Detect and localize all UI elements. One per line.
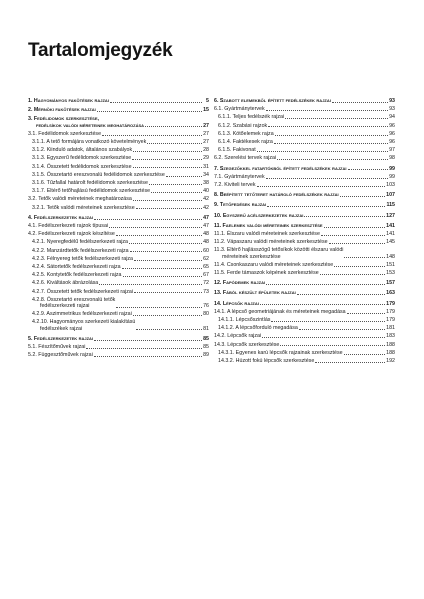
toc-entry-label [32,297,115,309]
toc-entry-label: 1. Hagyományos fakötések rajzai [28,98,109,104]
toc-leader-dots [347,313,386,314]
toc-entry-label: 6.2. Szerelési tervek rajzai [214,155,277,162]
toc-entry-label: 3.2.1. Tetők valódi méreteinek szerkesztése [32,204,135,211]
toc-entry[interactable] [214,231,395,237]
toc-entry-label: 4.2.1. Nyeregfedélű fedélszerkezeti rajza [32,239,128,246]
toc-leader-dots [122,268,202,269]
toc-leader-dots [149,184,202,185]
toc-leader-dots [97,111,202,112]
toc-entry[interactable] [28,180,209,186]
toc-entry[interactable] [214,223,395,229]
toc-entry[interactable] [28,272,209,278]
toc-page-number: 153 [386,270,395,277]
toc-leader-dots [266,284,385,285]
toc-page-number: 28 [203,147,209,154]
toc-page-number: 29 [203,155,209,162]
toc-leader-dots [109,227,202,228]
toc-leader-dots [123,276,202,277]
toc-page-number: 141 [386,231,395,238]
toc-entry-label: 6.1.2. Szabási rajzok [218,122,268,129]
toc-entry[interactable] [28,164,209,170]
toc-leader-dots [274,143,388,144]
toc-entry-label: 11.2. Vápaszaru valódi méreteinek szerkesztése [214,239,328,246]
toc-entry-label: 6.1.4. Faktékesek rajza [218,139,273,146]
toc-page-number: 67 [203,272,209,279]
toc-entry[interactable] [214,114,395,120]
toc-page-number: 179 [386,300,395,307]
toc-entry[interactable] [28,264,209,270]
toc-entry-label: 14.3.2. Húzott fokú lépcsők szerkesztése [218,358,315,365]
toc-entry-label: 8. Beépített tetőteret határoló fedélszékek rajzai [214,192,339,199]
toc-entry-label: 4.2.4. Sátortetők fedélszerkezeti rajza [32,264,121,271]
toc-page-number: 34 [203,171,209,178]
toc-entry[interactable] [28,289,209,295]
toc-leader-dots [299,329,385,330]
toc-entry-label: 11.5. Ferde támaszok képének szerkesztése [214,270,319,277]
toc-entry-label: 14.1.1. Lépcsőszintlás [218,317,271,324]
toc-entry-label-line1: 11.3. Eltérő hajlásszögű tetősíkok közötti élszaru valódi [214,247,344,254]
toc-entry-label: 13. Fából készült épületek rajzai [214,290,296,297]
toc-entry[interactable] [28,188,209,194]
toc-leader-dots [133,167,202,168]
toc-leader-dots [266,110,388,111]
toc-leader-dots [340,196,386,197]
toc-page-number: 48 [203,239,209,246]
toc-page-number: 85 [203,344,209,351]
toc-entry-label: 14.3. Lépcsők szerkesztése [214,341,280,348]
toc-entry-label-line1: 4.2.10. Hagyományos szerkezeti kialakítású [32,319,136,326]
toc-entry-label: 6.1.3. Kötőelemek rajza [218,130,274,137]
toc-entry[interactable] [28,155,209,161]
toc-entry-label: 10. Egyszerű acélszerkezetek rajzai [214,212,304,219]
toc-entry[interactable] [214,166,395,172]
toc-entry-label: 4.2.2. Manzárdtetők fedélszerkezeti rajza [32,247,129,254]
toc-leader-dots [136,208,202,209]
toc-entry[interactable] [28,215,209,221]
toc-leader-dots [321,235,385,236]
toc-leader-dots [271,321,385,322]
toc-leader-dots [275,135,388,136]
toc-entry[interactable] [214,106,395,112]
toc-leader-dots [94,340,202,341]
toc-leader-dots [86,348,202,349]
toc-leader-dots [320,274,385,275]
toc-leader-dots [348,169,389,170]
toc-leader-dots [145,126,202,127]
toc-leader-dots [132,159,202,160]
toc-leader-dots [147,143,202,144]
toc-leader-dots [260,304,385,305]
toc-page-number: 27 [203,139,209,146]
toc-entry[interactable] [214,182,395,188]
toc-leader-dots [344,257,385,258]
toc-leader-dots [280,345,385,346]
toc-entry[interactable] [214,247,395,259]
toc-entry-label: 7.2. Kiviteli tervek [214,182,256,189]
toc-entry-label [214,247,343,259]
toc-entry[interactable] [214,147,395,153]
toc-entry[interactable] [214,301,395,307]
toc-entry-label: 6.1. Gyártmánytervek [214,106,265,113]
toc-entry-label: 7.1. Gyártmánytervek [214,173,265,180]
toc-page-number: 151 [386,261,395,268]
toc-page-number: 96 [389,122,395,129]
toc-entry-label: 2. Mérnöki fakötések rajzai [28,107,96,114]
toc-entry-label: 11.4. Csonkaszaru valódi méreteinek szerkesztése [214,261,334,268]
toc-leader-dots [133,200,202,201]
toc-entry-label [28,116,144,128]
toc-page-number: 60 [203,247,209,254]
toc-entry-label: 4.2. Fedélszerkezeti rajzok készítése [28,231,115,238]
toc-entry-label: 6. Szabott elemekből épített fedélszékek rajzai [214,98,331,104]
toc-leader-dots [134,292,202,293]
toc-page-number: 179 [386,317,395,324]
toc-leader-dots [267,206,385,207]
toc-entry[interactable] [214,213,395,219]
toc-page-number: 188 [386,349,395,356]
toc-page-number: 107 [386,192,395,199]
toc-entry-label [32,319,135,331]
toc-page-number: 47 [203,223,209,230]
toc-entry[interactable] [28,107,209,113]
toc-entry[interactable] [214,155,395,161]
toc-entry[interactable] [28,248,209,254]
toc-page-number: 27 [203,130,209,137]
toc-page-number: 99 [389,173,395,180]
toc-entry-label: 3.1. Fedélidomok szerkesztése [28,130,102,137]
toc-entry-label: 4.2.5. Kontytetők fedélszerkezeti rajza [32,272,122,279]
page-title: Tartalomjegyzék [28,40,173,61]
toc-entry[interactable] [214,333,395,339]
toc-leader-dots [129,243,202,244]
toc-page-number: 72 [203,280,209,287]
toc-entry-label: 4.2.3. Félnyereg tetők fedélszerkezeti rajza [32,255,133,262]
toc-leader-dots [332,102,388,103]
toc-leader-dots [133,315,202,316]
toc-page-number: 31 [203,163,209,170]
toc-page-number: 65 [203,264,209,271]
toc-leader-dots [151,192,202,193]
toc-page-number: 81 [203,325,209,332]
toc-entry-label: 3.1.2. Kiinduló adatok, általános szabályok [32,147,133,154]
toc-leader-dots [110,102,202,103]
toc-entry-label-line1: 4.2.8. Összetartó ereszvonalú tetők [32,296,116,303]
toc-entry[interactable] [214,325,395,331]
toc-page-number: 192 [386,358,395,365]
toc-leader-dots [277,159,388,160]
toc-entry-label-line2: fedélszékek rajzai [40,325,83,332]
toc-leader-dots [134,260,202,261]
toc-entry[interactable] [214,270,395,276]
toc-leader-dots [116,235,202,236]
toc-entry-label-line2: fedélszerkezeti rajzai [40,303,90,310]
toc-entry[interactable] [28,223,209,229]
toc-right-column [214,98,395,364]
toc-entry[interactable] [214,202,395,208]
toc-leader-dots [130,251,202,252]
toc-page-number: 5 [206,98,209,104]
toc-page-number: 27 [203,122,209,129]
toc-page-number: 62 [203,255,209,262]
toc-leader-dots [94,356,202,357]
toc-entry-label-line1: 3. Fedélidomok szerkesztése, [28,116,99,123]
toc-leader-dots [166,176,202,177]
toc-page-number: 96 [389,139,395,146]
toc-entry-label: 5.1. Fészítőművek rajzai [28,344,86,351]
toc-page-number: 157 [386,280,395,287]
toc-page-number: 97 [389,147,395,154]
toc-entry-label: 4.2.9. Aszimmetrikus fedélszerkezeti rajzai [32,311,132,318]
toc-page-number: 163 [386,290,395,297]
toc-page-number: 145 [386,239,395,246]
toc-page-number: 141 [386,222,395,229]
toc-page-number: 93 [389,106,395,113]
toc-entry[interactable] [214,290,395,296]
toc-page-number: 76 [203,303,209,310]
toc-entry[interactable] [214,131,395,137]
toc-entry[interactable] [214,174,395,180]
toc-entry[interactable] [214,342,395,348]
toc-leader-dots [266,178,388,179]
toc-leader-dots [102,135,202,136]
toc-entry-label: 6.1.1. Teljes fedélszék rajzai [218,114,285,121]
toc-entry[interactable] [28,116,209,128]
toc-page-number: 183 [386,333,395,340]
toc-entry[interactable] [214,262,395,268]
toc-entry[interactable] [214,350,395,356]
toc-entry-label: 12. Fapódemek rajzai [214,280,266,287]
toc-leader-dots [99,284,202,285]
toc-page-number: 148 [386,253,395,260]
toc-page-number: 89 [203,352,209,359]
toc-leader-dots [304,216,385,217]
toc-entry-label: 9. Tetőfedések rajzai [214,202,267,209]
toc-entry[interactable] [214,98,395,104]
toc-entry[interactable] [28,147,209,153]
toc-entry[interactable] [28,98,209,104]
toc-entry-label: 11. Faelemek valódi méreteinek szerkesztése [214,222,323,229]
toc-entry[interactable] [28,311,209,317]
toc-page-number: 98 [389,155,395,162]
toc-leader-dots [329,243,386,244]
toc-entry-label: 14.1. A lépcső geometriájának és méreteinek megadása [214,308,346,315]
toc-entry[interactable] [214,123,395,129]
toc-entry[interactable] [28,139,209,145]
toc-entry-label: 3.1.3. Egyszerű fedélidomok szerkesztése [32,155,132,162]
toc-entry-label-line2: fedélsíkok valódi méreteinek meghatározása [36,122,145,129]
toc-entry-label: 3.1.4. Összetett fedélidomok szerkesztése [32,163,132,170]
toc-page-number: 103 [386,182,395,189]
toc-entry-label: 14.1.2. A lépcsőforduló megadása [218,325,298,332]
toc-entry-label: 14. Lépcsők rajzai [214,300,259,307]
toc-page-number: 99 [389,165,395,172]
toc-page-number: 188 [386,341,395,348]
toc-page-number: 38 [203,180,209,187]
toc-leader-dots [133,151,202,152]
toc-entry[interactable] [28,344,209,350]
toc-entry-label: 4.2.7. Összetett tetők fedélszerkezeti rajzai [32,288,133,295]
toc-leader-dots [334,266,385,267]
toc-leader-dots [268,126,388,127]
toc-entry-label: 4. Fedélszerkezetek rajzai [28,214,94,221]
toc-entry-label: 11.1. Élszaru valódi méreteinek szerkesztése [214,231,320,238]
toc-entry-label: 6.1.5. Fakivonat [218,147,256,154]
toc-entry[interactable] [214,239,395,245]
toc-entry-label: 14.3.1. Egyenes karú lépcsők rajzainak szerkesztése [218,349,343,356]
toc-entry-label: 3.1.7. Eltérő tetőhajlású fedélidomok szerkesztése [32,188,151,195]
toc-entry[interactable] [214,309,395,315]
toc-page-number: 40 [203,188,209,195]
toc-entry[interactable] [28,131,209,137]
toc-entry-label: 3.1.6. Tűzfallal határolt fedélidomok szerkesztése [32,180,148,187]
toc-entry-label: 3.1.5. Összetartó ereszvonalú fedélidomok szerkesztése [32,171,165,178]
toc-leader-dots [315,362,385,363]
toc-entry[interactable] [28,352,209,358]
toc-entry[interactable] [28,297,209,309]
toc-page-number: 93 [389,98,395,104]
toc-leader-dots [116,307,202,308]
toc-leader-dots [285,118,388,119]
toc-leader-dots [344,354,386,355]
toc-page-number: 85 [203,335,209,342]
toc-page-number: 42 [203,204,209,211]
toc-page-number: 115 [386,202,395,209]
toc-entry[interactable] [28,172,209,178]
toc-leader-dots [297,294,385,295]
toc-leader-dots [94,219,202,220]
toc-page-number: 47 [203,214,209,221]
toc-entry-label: 5.2. Függesztőművek rajzai [28,352,93,359]
toc-page-number: 48 [203,231,209,238]
toc-entry-label: 3.1.1. A tető formájára vonatkozó követelmények [32,139,147,146]
toc-entry-label: 4.2.6. Kiváltások ábrázolása [32,280,99,287]
toc-entry-label: 4.1. Fedélszerkezeti rajzok típusai [28,223,109,230]
toc-entry-label: 5. Fedélszerkezetek rajzai [28,335,94,342]
toc-leader-dots [262,337,385,338]
toc-page-number: 73 [203,288,209,295]
toc-entry[interactable] [28,205,209,211]
toc-entry-label: 3.2. Tetők valódi méreteinek meghatározása [28,196,132,203]
toc-entry[interactable] [28,239,209,245]
toc-entry[interactable] [28,256,209,262]
toc-page-number: 15 [203,107,209,114]
toc-page-number: 42 [203,196,209,203]
toc-entry[interactable] [214,317,395,323]
toc-entry[interactable] [28,280,209,286]
toc-entry[interactable] [28,231,209,237]
toc-leader-dots [136,329,202,330]
toc-entry[interactable] [214,280,395,286]
toc-entry-label-line2: méreteinek szerkesztése [222,253,281,260]
toc-entry[interactable] [214,192,395,198]
toc-leader-dots [324,227,386,228]
toc-entry-label: 7. Szegezőkkel fatartókból épített fedélszékek rajzai [214,165,347,172]
toc-entry[interactable] [214,358,395,364]
toc-entry[interactable] [214,139,395,145]
toc-entry-label: 14.2. Lépcsők rajzai [214,333,262,340]
toc-entry[interactable] [28,196,209,202]
toc-left-column [28,98,209,359]
toc-leader-dots [257,186,386,187]
toc-leader-dots [257,151,388,152]
toc-page-number: 127 [386,212,395,219]
toc-page-number: 181 [386,325,395,332]
toc-entry[interactable] [28,319,209,331]
toc-page-number: 94 [389,114,395,121]
toc-page-number: 80 [203,311,209,318]
toc-entry[interactable] [28,336,209,342]
toc-page-number: 179 [386,308,395,315]
toc-page-number: 96 [389,130,395,137]
